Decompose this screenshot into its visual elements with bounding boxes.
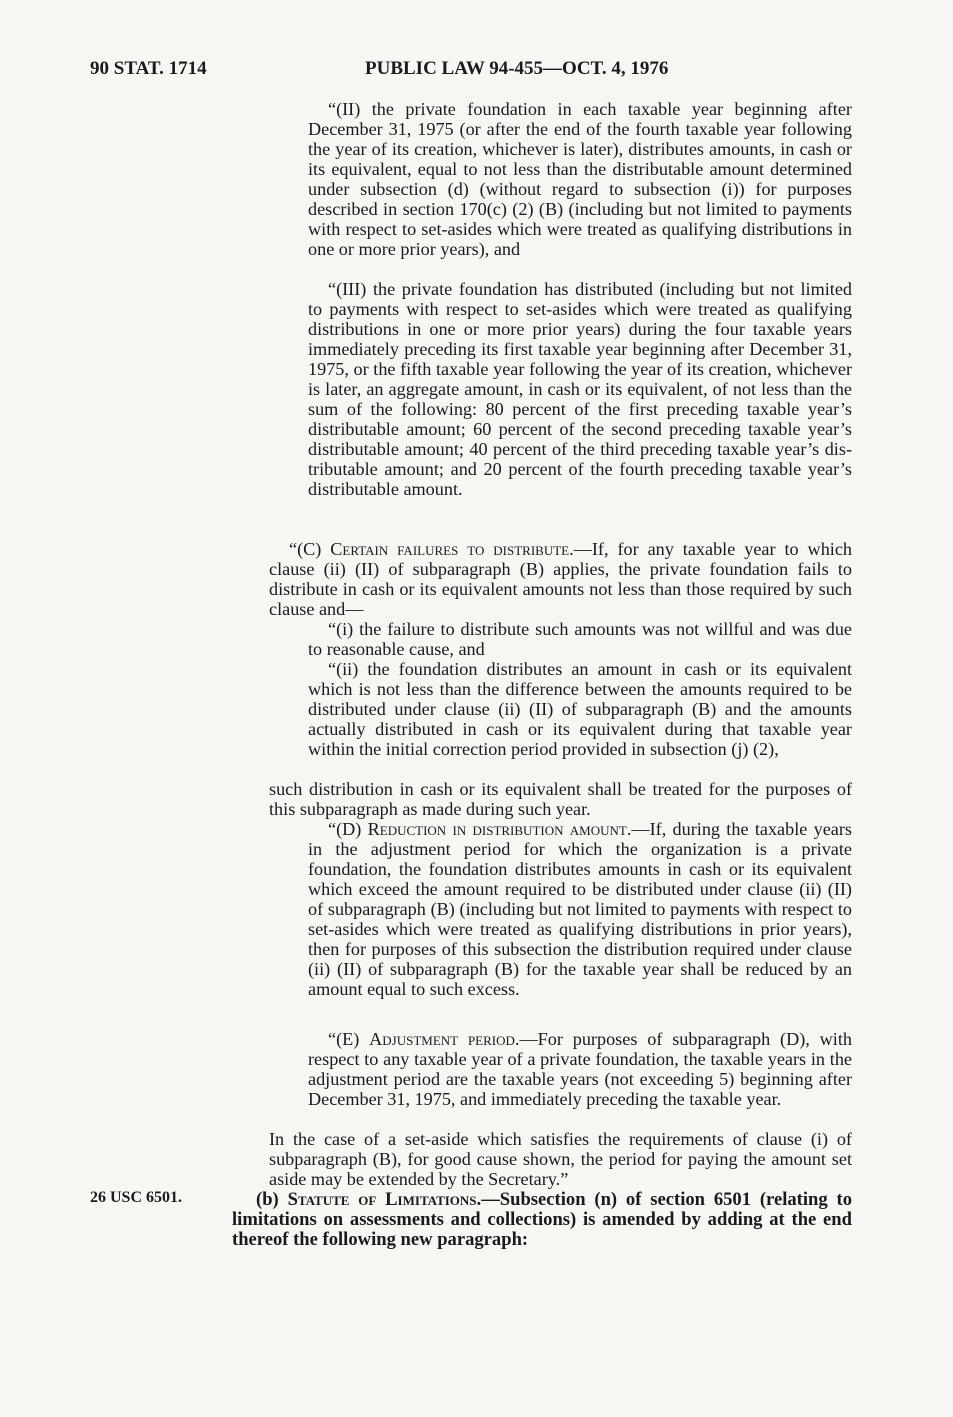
clause-ii: “(ii) the foundation distributes an amount in cash or its equivalent which is not less than the difference between the amounts required to be distributed under clause (ii) (II) of subparagraph (B) and the amounts actually distributed in cash or its equivalent during that taxable year within the initial correction period provided in subsection (j) (2), <box>308 659 852 759</box>
subparagraph-E-number: “(E) <box>328 1029 370 1049</box>
clause-II: “(II) the private foundation in each taxable year beginning after December 31, 1975 (or after the end of the fourth taxable year following the year of its creation, whichever is later), distributes amounts, in cash or its equivalent, equal to not less than the distributable amount determined under subsection (d) (without regard to subsection (i)) for purposes described in section 170(c) (2) (B) (including but not limited to payments with respect to set-asides which were treated as qualifying distributions in one or more prior years), and <box>308 99 852 259</box>
subsection-b-number: (b) <box>256 1189 288 1210</box>
subparagraph-E-heading: Adjustment period. <box>369 1029 520 1049</box>
subparagraph-E <box>308 1030 852 1110</box>
subparagraph-D-number: “(D) <box>328 819 368 839</box>
subsection-b-heading: Statute of Limitations. <box>287 1189 482 1210</box>
subparagraph-E-text: —For purposes of subparagraph (D), with respect to any taxable year of a private foundation, the taxable years in the adjustment period are the taxable years (not exceeding 5) beginning after December 31, 1975, and immediately preceding the taxable year. <box>308 1029 853 1109</box>
subparagraph-D-text: —If, during the taxable years in the adjustment period for which the organization is a private foundation, the foundation distributes amounts in cash or its equivalent which exceed the amount required to be distributed under clause (ii) (II) of subparagraph (B) (including but not limited to payments with respect to set-asides which were treated as qualifying distributions in prior years), then for purposes of this subsection the distribution required under clause (ii) (II) of subparagraph (B) for the taxable year shall be reduced by an amount equal to such excess. <box>308 819 852 999</box>
subsection-b <box>232 1190 852 1250</box>
subparagraph-C-number: “(C) <box>289 539 331 559</box>
set-aside-extension: In the case of a set-aside which satisfies the requirements of clause (i) of subparagraph (B), for good cause shown, the period for paying the amount set aside may be extended by the Secretary.” <box>269 1129 852 1189</box>
subparagraph-D <box>308 820 852 1000</box>
subsection-b-text: —Subsection (n) of section 6501 (relating to limitations on assessments and collections) is amended by adding at the end thereof the following new paragraph: <box>232 1189 852 1250</box>
subparagraph-C <box>269 540 852 620</box>
subparagraph-C-heading: Certain failures to distribute. <box>330 539 574 559</box>
subparagraph-C-text: —If, for any taxable year to which clause (ii) (II) of subparagraph (B) applies, the private foundation fails to distribute in cash or its equivalent amounts not less than those required by such clause and— <box>269 539 853 619</box>
clause-III: “(III) the private foundation has distributed (including but not limited to payments with respect to set-asides which were treated as qualifying distributions in one or more prior years) during the four taxable years immediately preceding its first taxable year beginning after December 31, 1975, or the fifth taxable year following the year of its creation, whichever is later, an aggregate amount, in cash or its equivalent, of not less than the sum of the following: 80 percent of the first preceding taxable year’s distributable amount; 60 percent of the second preceding taxable year’s distributable amount; 40 percent of the third preceding taxable year’s distributable amount; and 20 percent of the fourth preceding taxable year’s distributable amount. <box>308 279 852 499</box>
law-title: PUBLIC LAW 94-455—OCT. 4, 1976 <box>365 58 669 79</box>
distribution-treatment: such distribution in cash or its equivalent shall be treated for the purposes of this subparagraph as made during such year. <box>269 779 852 819</box>
margin-citation: 26 USC 6501. <box>90 1189 183 1206</box>
clause-i: “(i) the failure to distribute such amounts was not willful and was due to reasonable cause, and <box>308 619 852 659</box>
subparagraph-D-heading: Reduction in distribution amount. <box>367 819 632 839</box>
stat-citation: 90 STAT. 1714 <box>90 58 207 79</box>
